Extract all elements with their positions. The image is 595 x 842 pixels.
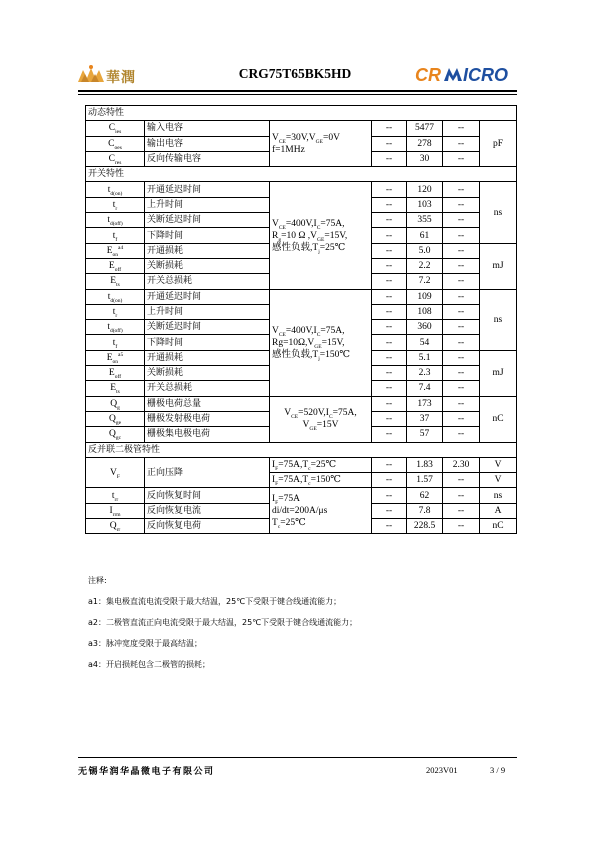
param-name: 开通损耗 — [145, 350, 270, 365]
unit: ns — [480, 488, 517, 503]
max-value: -- — [443, 197, 480, 212]
param-symbol: $Q_{ge}$ — [86, 411, 145, 426]
test-condition: $V_{CE}=400V,I_C=75A$, $Rg=10\Omega,V_{GE}=15V$, 感性负载$,T_j=150℃$ — [270, 289, 372, 396]
test-condition: $I_F=75A,T_c=25℃$ — [270, 457, 372, 472]
crmicro-logo-icon — [415, 62, 517, 86]
typ-value: 5.1 — [407, 350, 443, 365]
param-name: 下降时间 — [145, 335, 270, 350]
notes-heading: 注释: — [88, 576, 107, 585]
table-row — [86, 121, 517, 136]
param-symbol: $E_{on}^{a4}$ — [86, 243, 145, 258]
param-symbol: $E_{ts}$ — [86, 381, 145, 396]
table-row — [86, 289, 517, 304]
max-value: -- — [443, 381, 480, 396]
note-item: a4：开启损耗包含二极管的损耗； — [88, 660, 210, 669]
min-value: -- — [372, 335, 407, 350]
typ-value: 37 — [407, 411, 443, 426]
unit: V — [480, 473, 517, 488]
unit: V — [480, 457, 517, 472]
max-value: -- — [443, 258, 480, 273]
footer-page-number: 3 / 9 — [490, 765, 506, 775]
test-condition: $V_{CE}=30V,V_{GE}=0V$ f=1MHz — [270, 121, 372, 167]
min-value: -- — [372, 503, 407, 518]
min-value: -- — [372, 136, 407, 151]
min-value: -- — [372, 320, 407, 335]
svg-text:ICRO: ICRO — [463, 65, 508, 85]
param-name: 开通延迟时间 — [145, 289, 270, 304]
header-rule — [78, 90, 517, 92]
table-row — [86, 396, 517, 411]
typ-value: 2.2 — [407, 258, 443, 273]
section-title: 反并联二极管特性 — [86, 442, 517, 457]
section-title: 开关特性 — [86, 167, 517, 182]
max-value: -- — [443, 121, 480, 136]
param-symbol: $C_{oes}$ — [86, 136, 145, 151]
section-row-dynamic — [86, 106, 517, 121]
max-value: -- — [443, 228, 480, 243]
param-name: 反向恢复电荷 — [145, 519, 270, 534]
param-name: 反向恢复时间 — [145, 488, 270, 503]
typ-value: 1.83 — [407, 457, 443, 472]
table-row — [86, 457, 517, 472]
min-value: -- — [372, 427, 407, 442]
param-symbol: $t_{d(off)}$ — [86, 320, 145, 335]
typ-value: 228.5 — [407, 519, 443, 534]
company-logo-left — [78, 64, 158, 86]
param-symbol: $t_r$ — [86, 197, 145, 212]
param-name: 上升时间 — [145, 304, 270, 319]
unit: ns — [480, 182, 517, 243]
param-symbol: $E_{off}$ — [86, 366, 145, 381]
param-symbol: $E_{off}$ — [86, 258, 145, 273]
typ-value: 1.57 — [407, 473, 443, 488]
param-name: 关断损耗 — [145, 366, 270, 381]
typ-value: 109 — [407, 289, 443, 304]
param-name: 开通损耗 — [145, 243, 270, 258]
param-name: 下降时间 — [145, 228, 270, 243]
max-value: -- — [443, 151, 480, 166]
param-symbol: $Q_{rr}$ — [86, 519, 145, 534]
unit: nC — [480, 396, 517, 442]
min-value: -- — [372, 228, 407, 243]
typ-value: 2.3 — [407, 366, 443, 381]
typ-value: 278 — [407, 136, 443, 151]
param-name: 正向压降 — [145, 457, 270, 488]
test-condition: $V_{CE}=400V,I_C=75A$, $R_g=10$ Ω $,V_{GE}=15V$, 感性负载$,T_j=25℃$ — [270, 182, 372, 289]
param-symbol: $Q_{gc}$ — [86, 427, 145, 442]
min-value: -- — [372, 396, 407, 411]
param-name: 反向传输电容 — [145, 151, 270, 166]
param-symbol: $C_{res}$ — [86, 151, 145, 166]
typ-value: 5477 — [407, 121, 443, 136]
note-item: a1：集电极直流电流受限于最大结温，25℃下受限于键合线通流能力； — [88, 597, 342, 606]
param-symbol: $t_f$ — [86, 228, 145, 243]
max-value: -- — [443, 136, 480, 151]
section-title: 动态特性 — [86, 106, 517, 121]
param-name: 开关总损耗 — [145, 274, 270, 289]
logo-left-text: 華潤 — [106, 70, 136, 86]
min-value: -- — [372, 151, 407, 166]
typ-value: 61 — [407, 228, 443, 243]
param-name: 输入电容 — [145, 121, 270, 136]
max-value: -- — [443, 320, 480, 335]
max-value: 2.30 — [443, 457, 480, 472]
max-value: -- — [443, 473, 480, 488]
unit: ns — [480, 289, 517, 350]
param-name: 关断损耗 — [145, 258, 270, 273]
max-value: -- — [443, 519, 480, 534]
typ-value: 7.8 — [407, 503, 443, 518]
param-name: 反向恢复电流 — [145, 503, 270, 518]
param-name: 开通延迟时间 — [145, 182, 270, 197]
param-symbol: $I_{rrm}$ — [86, 503, 145, 518]
param-symbol: $t_{d(on)}$ — [86, 289, 145, 304]
typ-value: 7.4 — [407, 381, 443, 396]
typ-value: 5.0 — [407, 243, 443, 258]
test-condition: $V_{CE}=520V,I_C=75A$, $V_{GE}=15V$ — [270, 396, 372, 442]
unit: pF — [480, 121, 517, 167]
typ-value: 7.2 — [407, 274, 443, 289]
min-value: -- — [372, 289, 407, 304]
param-name: 开关总损耗 — [145, 381, 270, 396]
table-row — [86, 488, 517, 503]
typ-value: 62 — [407, 488, 443, 503]
max-value: -- — [443, 411, 480, 426]
max-value: -- — [443, 427, 480, 442]
min-value: -- — [372, 473, 407, 488]
param-name: 栅极电荷总量 — [145, 396, 270, 411]
max-value: -- — [443, 304, 480, 319]
max-value: -- — [443, 366, 480, 381]
param-name: 栅极发射极电荷 — [145, 411, 270, 426]
param-symbol: $V_F$ — [86, 457, 145, 488]
unit: A — [480, 503, 517, 518]
min-value: -- — [372, 457, 407, 472]
max-value: -- — [443, 289, 480, 304]
min-value: -- — [372, 411, 407, 426]
typ-value: 120 — [407, 182, 443, 197]
note-item: a3：脉冲宽度受限于最高结温； — [88, 639, 202, 648]
param-name: 关断延迟时间 — [145, 320, 270, 335]
header-rule-thin — [78, 94, 517, 95]
min-value: -- — [372, 197, 407, 212]
param-symbol: $Q_g$ — [86, 396, 145, 411]
max-value: -- — [443, 243, 480, 258]
max-value: -- — [443, 488, 480, 503]
max-value: -- — [443, 274, 480, 289]
footer-company: 无锡华润华晶微电子有限公司 — [78, 767, 215, 777]
param-symbol: $t_{rr}$ — [86, 488, 145, 503]
min-value: -- — [372, 381, 407, 396]
min-value: -- — [372, 350, 407, 365]
min-value: -- — [372, 121, 407, 136]
param-name: 输出电容 — [145, 136, 270, 151]
param-symbol: $E_{on}^{a5}$ — [86, 350, 145, 365]
typ-value: 360 — [407, 320, 443, 335]
footer-version: 2023V01 — [426, 765, 458, 775]
section-row-diode — [86, 442, 517, 457]
max-value: -- — [443, 335, 480, 350]
min-value: -- — [372, 488, 407, 503]
max-value: -- — [443, 350, 480, 365]
param-name: 关断延迟时间 — [145, 213, 270, 228]
min-value: -- — [372, 213, 407, 228]
unit: mJ — [480, 243, 517, 289]
typ-value: 108 — [407, 304, 443, 319]
typ-value: 103 — [407, 197, 443, 212]
max-value: -- — [443, 182, 480, 197]
max-value: -- — [443, 396, 480, 411]
max-value: -- — [443, 213, 480, 228]
min-value: -- — [372, 182, 407, 197]
param-symbol: $t_f$ — [86, 335, 145, 350]
min-value: -- — [372, 304, 407, 319]
param-symbol: $t_{d(on)}$ — [86, 182, 145, 197]
table-row — [86, 182, 517, 197]
min-value: -- — [372, 366, 407, 381]
min-value: -- — [372, 519, 407, 534]
logo-mark-icon — [78, 64, 104, 84]
min-value: -- — [372, 258, 407, 273]
section-row-switching — [86, 167, 517, 182]
note-item: a2：二极管直流正向电流受限于最大结温，25℃下受限于键合线通流能力； — [88, 618, 358, 627]
svg-text:CR: CR — [415, 65, 441, 85]
typ-value: 30 — [407, 151, 443, 166]
param-symbol: $t_{d(off)}$ — [86, 213, 145, 228]
typ-value: 54 — [407, 335, 443, 350]
param-symbol: $E_{ts}$ — [86, 274, 145, 289]
min-value: -- — [372, 243, 407, 258]
electrical-characteristics-table — [85, 105, 517, 534]
footer-rule — [78, 757, 517, 758]
test-condition: $I_F=75A$ di/dt=200A/μs $T_c=25℃$ — [270, 488, 372, 534]
typ-value: 57 — [407, 427, 443, 442]
param-name: 上升时间 — [145, 197, 270, 212]
param-symbol: $C_{ies}$ — [86, 121, 145, 136]
test-condition: $I_F=75A,T_c=150℃$ — [270, 473, 372, 488]
document-title: CRG75T65BK5HD — [238, 66, 352, 81]
param-name: 栅极集电极电荷 — [145, 427, 270, 442]
typ-value: 355 — [407, 213, 443, 228]
unit: mJ — [480, 350, 517, 396]
min-value: -- — [372, 274, 407, 289]
max-value: -- — [443, 503, 480, 518]
unit: nC — [480, 519, 517, 534]
param-symbol: $t_r$ — [86, 304, 145, 319]
typ-value: 173 — [407, 396, 443, 411]
